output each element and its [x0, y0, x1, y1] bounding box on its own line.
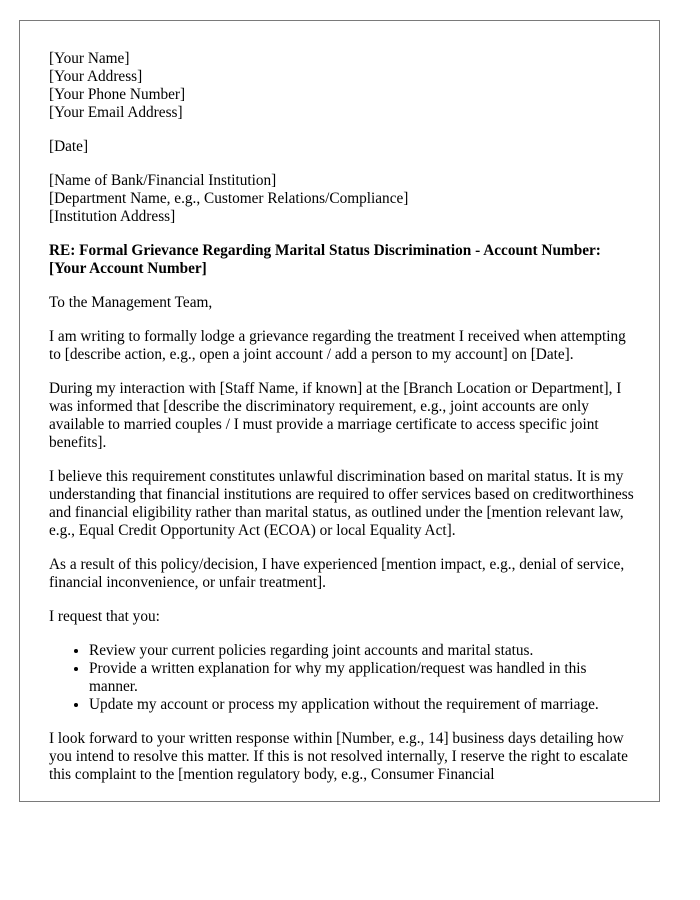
request-item: • Provide a written explanation for why my application/request was handled in this manner. [89, 660, 639, 696]
sender-block [49, 50, 639, 122]
paragraph-interaction: During my interaction with [Staff Name, if known] at the [Branch Location or Department], I was informed that [describe the discriminatory requirement, e.g., joint accounts are only available to married couples / I must provide a marriage certificate to access specific joint benefits]. [49, 380, 622, 451]
sender-email: [Your Email Address] [49, 104, 183, 121]
recipient-address: [Institution Address] [49, 208, 176, 225]
salutation: To the Management Team, [49, 294, 213, 311]
paragraph-discrimination: I believe this requirement constitutes unlawful discrimination based on marital status. It is my understanding that financial institutions are required to offer services based on creditworthiness and financial eligibility rather than marital status, as outlined under the [mention relevant law, e.g., Equal Credit Opportunity Act (ECOA) or local Equality Act]. [49, 468, 634, 539]
recipient-department: [Department Name, e.g., Customer Relations/Compliance] [49, 190, 409, 207]
subject-line: RE: Formal Grievance Regarding Marital Status Discrimination - Account Number: [Your Account Number] [49, 242, 601, 277]
request-item: • Update my account or process my application without the requirement of marriage. [89, 696, 639, 714]
letter-page [19, 20, 660, 802]
paragraph-impact: As a result of this policy/decision, I have experienced [mention impact, e.g., denial of service, financial inconvenience, or unfair treatment]. [49, 556, 625, 591]
recipient-block [49, 172, 639, 226]
request-list [49, 642, 639, 714]
sender-phone: [Your Phone Number] [49, 86, 186, 103]
sender-name: [Your Name] [49, 50, 130, 67]
letter-date: [Date] [49, 138, 89, 155]
recipient-name: [Name of Bank/Financial Institution] [49, 172, 277, 189]
sender-address: [Your Address] [49, 68, 143, 85]
paragraph-closing: I look forward to your written response within [Number, e.g., 14] business days detailing how you intend to resolve this matter. If this is not resolved internally, I reserve the right to escalate this complaint to the [mention regulatory body, e.g., Consumer Financial [49, 730, 628, 783]
date-block [49, 138, 639, 156]
letter-content [49, 50, 639, 800]
request-item: • Review your current policies regarding joint accounts and marital status. [89, 642, 639, 660]
paragraph-intro: I am writing to formally lodge a grievance regarding the treatment I received when attempting to [describe action, e.g., open a joint account / add a person to my account] on [Date]. [49, 328, 626, 363]
paragraph-request-intro: I request that you: [49, 608, 160, 625]
